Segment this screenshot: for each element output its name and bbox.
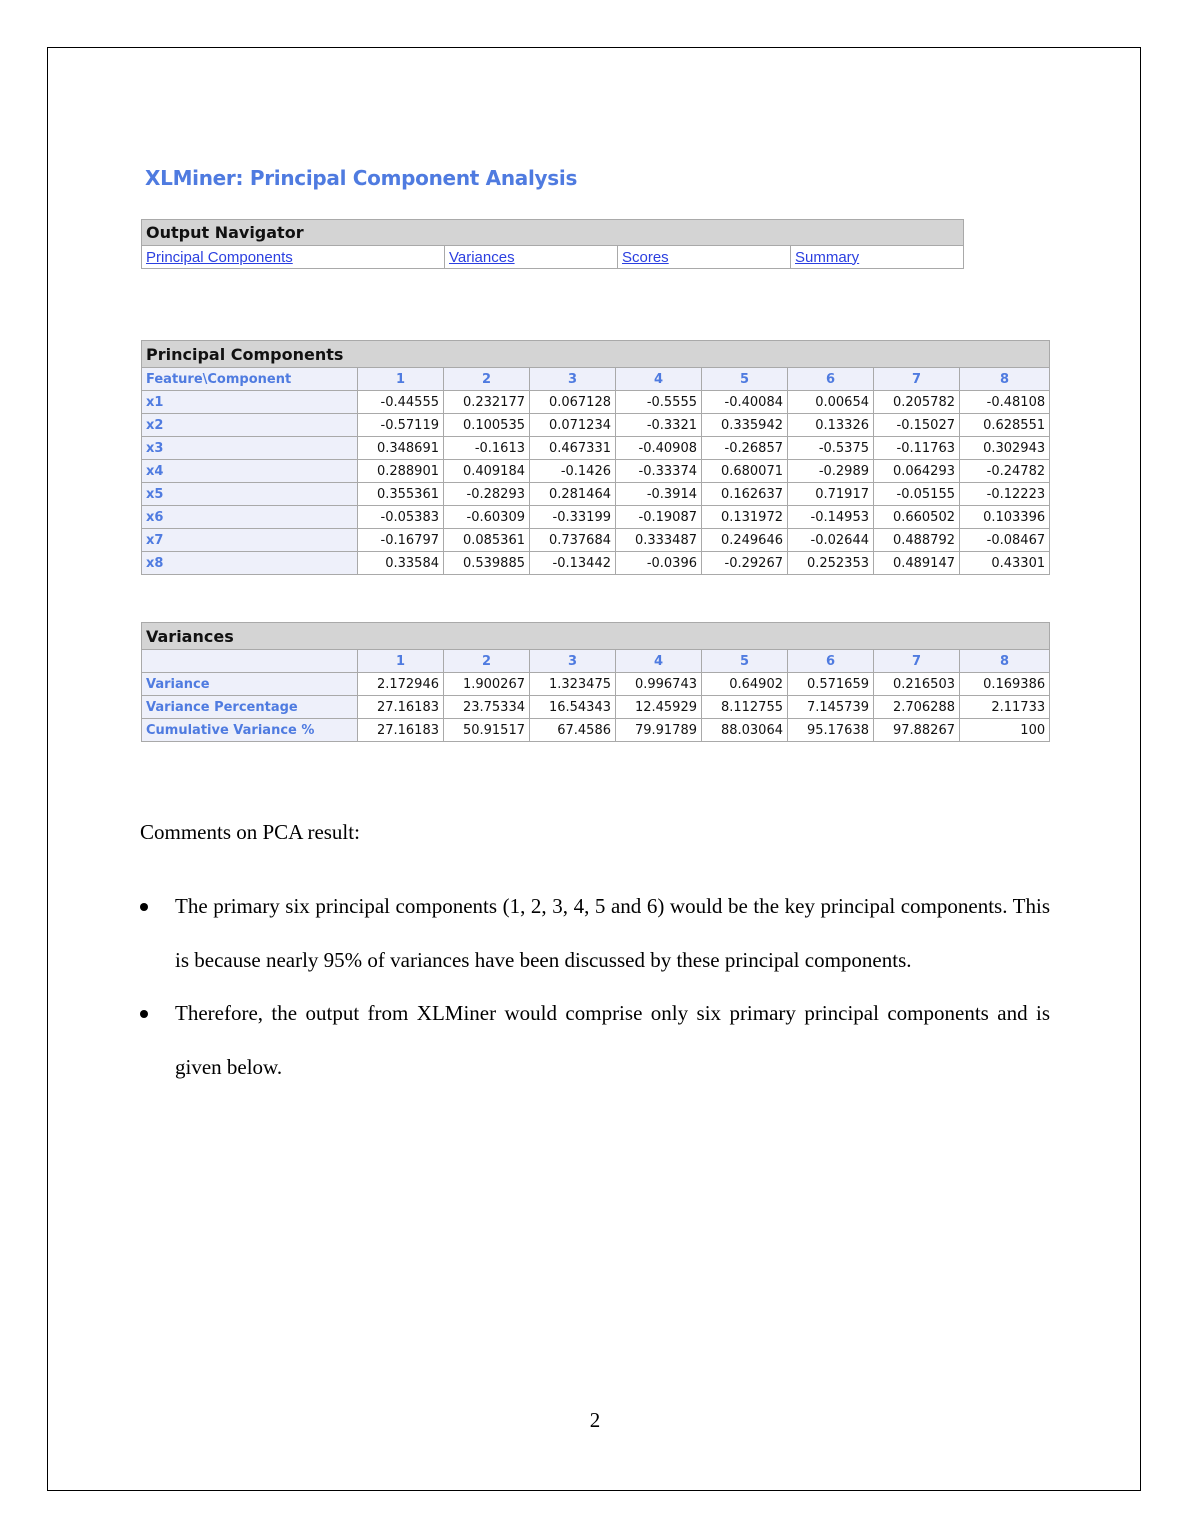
var-cell: 2.11733 bbox=[960, 696, 1050, 719]
pc-cell: 0.288901 bbox=[358, 460, 444, 483]
pc-cell: -0.05155 bbox=[874, 483, 960, 506]
pc-row-label: x5 bbox=[142, 483, 358, 506]
pc-cell: 0.488792 bbox=[874, 529, 960, 552]
pc-row-label: x3 bbox=[142, 437, 358, 460]
pc-cell: 0.00654 bbox=[788, 391, 874, 414]
variances-header: Variances bbox=[142, 623, 1050, 650]
table-row bbox=[142, 483, 1050, 506]
pc-col-header: 4 bbox=[616, 368, 702, 391]
comments-heading: Comments on PCA result: bbox=[140, 820, 360, 844]
bullet-text: Therefore, the output from XLMiner would comprise only six primary principal components and is given below. bbox=[175, 1001, 1050, 1079]
pc-cell: 0.205782 bbox=[874, 391, 960, 414]
var-cell: 95.17638 bbox=[788, 719, 874, 742]
pc-cell: -0.28293 bbox=[444, 483, 530, 506]
pc-cell: 0.660502 bbox=[874, 506, 960, 529]
var-cell: 27.16183 bbox=[358, 719, 444, 742]
var-col-header: 4 bbox=[616, 650, 702, 673]
var-col-header: 1 bbox=[358, 650, 444, 673]
pc-row-label: x1 bbox=[142, 391, 358, 414]
pc-col-header: 5 bbox=[702, 368, 788, 391]
var-cell: 0.169386 bbox=[960, 673, 1050, 696]
pc-cell: 0.539885 bbox=[444, 552, 530, 575]
var-row-label: Variance bbox=[142, 673, 358, 696]
var-cell: 67.4586 bbox=[530, 719, 616, 742]
pc-col-header: 1 bbox=[358, 368, 444, 391]
nav-link-variances[interactable]: Variances bbox=[445, 246, 618, 269]
pc-cell: -0.14953 bbox=[788, 506, 874, 529]
pc-row-label: x8 bbox=[142, 552, 358, 575]
var-cell: 2.172946 bbox=[358, 673, 444, 696]
pc-cell: -0.26857 bbox=[702, 437, 788, 460]
var-cell: 8.112755 bbox=[702, 696, 788, 719]
list-item bbox=[140, 880, 1050, 987]
var-col-header: 2 bbox=[444, 650, 530, 673]
pc-cell: 0.085361 bbox=[444, 529, 530, 552]
nav-link-principal-components[interactable]: Principal Components bbox=[142, 246, 445, 269]
list-item bbox=[140, 987, 1050, 1094]
var-cell: 12.45929 bbox=[616, 696, 702, 719]
pc-cell: 0.103396 bbox=[960, 506, 1050, 529]
var-cell: 88.03064 bbox=[702, 719, 788, 742]
table-row bbox=[142, 437, 1050, 460]
pc-cell: 0.467331 bbox=[530, 437, 616, 460]
var-row-label: Cumulative Variance % bbox=[142, 719, 358, 742]
table-row bbox=[142, 506, 1050, 529]
pc-cell: -0.60309 bbox=[444, 506, 530, 529]
pc-cell: 0.33584 bbox=[358, 552, 444, 575]
var-cell: 7.145739 bbox=[788, 696, 874, 719]
pc-cell: 0.162637 bbox=[702, 483, 788, 506]
page-number: 2 bbox=[589, 1408, 601, 1432]
pc-cell: 0.409184 bbox=[444, 460, 530, 483]
pc-cell: -0.08467 bbox=[960, 529, 1050, 552]
pc-row-label: x2 bbox=[142, 414, 358, 437]
pc-cell: -0.1613 bbox=[444, 437, 530, 460]
var-row-label: Variance Percentage bbox=[142, 696, 358, 719]
output-navigator bbox=[141, 219, 964, 269]
pc-row-label: x6 bbox=[142, 506, 358, 529]
pc-cell: -0.3321 bbox=[616, 414, 702, 437]
var-col-header: 6 bbox=[788, 650, 874, 673]
var-col-header: 7 bbox=[874, 650, 960, 673]
var-cell: 0.571659 bbox=[788, 673, 874, 696]
var-cell: 23.75334 bbox=[444, 696, 530, 719]
pc-cell: 0.249646 bbox=[702, 529, 788, 552]
pc-cell: 0.355361 bbox=[358, 483, 444, 506]
pc-cell: 0.131972 bbox=[702, 506, 788, 529]
var-cell: 2.706288 bbox=[874, 696, 960, 719]
table-row bbox=[142, 414, 1050, 437]
pc-cell: 0.489147 bbox=[874, 552, 960, 575]
var-col-header: 5 bbox=[702, 650, 788, 673]
comments-list bbox=[140, 880, 1050, 1094]
report-title: XLMiner: Principal Component Analysis bbox=[145, 166, 578, 190]
pc-cell: 0.281464 bbox=[530, 483, 616, 506]
pc-cell: 0.333487 bbox=[616, 529, 702, 552]
pc-col-header: 2 bbox=[444, 368, 530, 391]
table-row bbox=[142, 696, 1050, 719]
pc-cell: -0.1426 bbox=[530, 460, 616, 483]
pc-cell: 0.13326 bbox=[788, 414, 874, 437]
principal-components-header: Principal Components bbox=[142, 341, 1050, 368]
pc-cell: -0.0396 bbox=[616, 552, 702, 575]
pc-cell: 0.71917 bbox=[788, 483, 874, 506]
pc-cell: 0.100535 bbox=[444, 414, 530, 437]
table-row bbox=[142, 391, 1050, 414]
bullet-text: The primary six principal components (1, 2, 3, 4, 5 and 6) would be the key principal components. This is because nearly 95% of variances have been discussed by these principal components. bbox=[175, 894, 1050, 972]
var-column-header-row bbox=[142, 650, 1050, 673]
var-cell: 0.216503 bbox=[874, 673, 960, 696]
pc-cell: -0.40908 bbox=[616, 437, 702, 460]
pc-cell: -0.29267 bbox=[702, 552, 788, 575]
pc-cell: 0.628551 bbox=[960, 414, 1050, 437]
pc-cell: -0.15027 bbox=[874, 414, 960, 437]
output-navigator-header: Output Navigator bbox=[142, 220, 964, 246]
var-cell: 27.16183 bbox=[358, 696, 444, 719]
pc-cell: -0.11763 bbox=[874, 437, 960, 460]
nav-link-scores[interactable]: Scores bbox=[618, 246, 791, 269]
pc-col-header: 7 bbox=[874, 368, 960, 391]
pc-cell: -0.33199 bbox=[530, 506, 616, 529]
pc-cell: -0.13442 bbox=[530, 552, 616, 575]
pc-cell: 0.43301 bbox=[960, 552, 1050, 575]
var-cell: 0.996743 bbox=[616, 673, 702, 696]
pc-cell: -0.40084 bbox=[702, 391, 788, 414]
principal-components-table bbox=[141, 340, 1050, 575]
pc-cell: -0.5375 bbox=[788, 437, 874, 460]
pc-cell: 0.064293 bbox=[874, 460, 960, 483]
pc-row-label: x7 bbox=[142, 529, 358, 552]
var-cell: 50.91517 bbox=[444, 719, 530, 742]
table-row bbox=[142, 460, 1050, 483]
var-cell: 97.88267 bbox=[874, 719, 960, 742]
var-cell: 79.91789 bbox=[616, 719, 702, 742]
pc-cell: -0.44555 bbox=[358, 391, 444, 414]
pc-col-header: 6 bbox=[788, 368, 874, 391]
pc-col-header: 3 bbox=[530, 368, 616, 391]
var-corner-label bbox=[142, 650, 358, 673]
bullet-icon bbox=[140, 1010, 148, 1018]
pc-cell: 0.071234 bbox=[530, 414, 616, 437]
var-cell: 0.64902 bbox=[702, 673, 788, 696]
pc-cell: 0.348691 bbox=[358, 437, 444, 460]
pc-cell: -0.2989 bbox=[788, 460, 874, 483]
pc-cell: 0.680071 bbox=[702, 460, 788, 483]
pc-cell: 0.067128 bbox=[530, 391, 616, 414]
var-col-header: 3 bbox=[530, 650, 616, 673]
pc-cell: 0.302943 bbox=[960, 437, 1050, 460]
nav-link-summary[interactable]: Summary bbox=[791, 246, 964, 269]
var-col-header: 8 bbox=[960, 650, 1050, 673]
pc-cell: -0.3914 bbox=[616, 483, 702, 506]
pc-column-header-row bbox=[142, 368, 1050, 391]
var-cell: 1.900267 bbox=[444, 673, 530, 696]
table-row bbox=[142, 552, 1050, 575]
pc-cell: -0.57119 bbox=[358, 414, 444, 437]
pc-cell: -0.02644 bbox=[788, 529, 874, 552]
pc-cell: -0.12223 bbox=[960, 483, 1050, 506]
bullet-icon bbox=[140, 903, 148, 911]
pc-corner-label: Feature\Component bbox=[142, 368, 358, 391]
pc-cell: 0.737684 bbox=[530, 529, 616, 552]
pc-cell: -0.24782 bbox=[960, 460, 1050, 483]
var-cell: 1.323475 bbox=[530, 673, 616, 696]
pc-cell: -0.33374 bbox=[616, 460, 702, 483]
pc-cell: -0.48108 bbox=[960, 391, 1050, 414]
pc-cell: 0.252353 bbox=[788, 552, 874, 575]
pc-cell: -0.05383 bbox=[358, 506, 444, 529]
pc-cell: -0.19087 bbox=[616, 506, 702, 529]
pc-cell: 0.335942 bbox=[702, 414, 788, 437]
table-row bbox=[142, 673, 1050, 696]
pc-col-header: 8 bbox=[960, 368, 1050, 391]
table-row bbox=[142, 719, 1050, 742]
var-cell: 100 bbox=[960, 719, 1050, 742]
pc-row-label: x4 bbox=[142, 460, 358, 483]
pc-cell: -0.16797 bbox=[358, 529, 444, 552]
table-row bbox=[142, 529, 1050, 552]
pc-cell: -0.5555 bbox=[616, 391, 702, 414]
pc-cell: 0.232177 bbox=[444, 391, 530, 414]
variances-table bbox=[141, 622, 1050, 742]
var-cell: 16.54343 bbox=[530, 696, 616, 719]
